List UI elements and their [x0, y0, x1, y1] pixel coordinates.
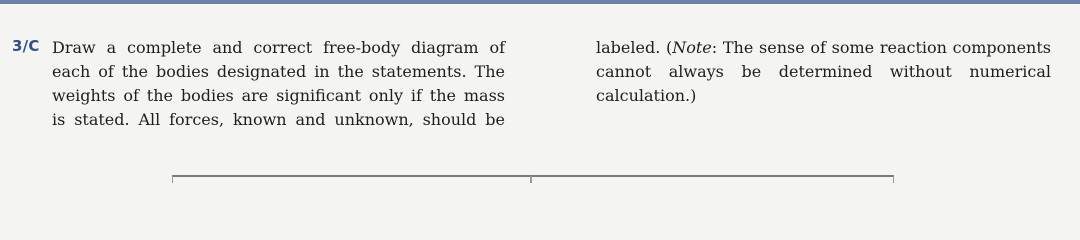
top-rule: [0, 0, 1080, 4]
problem-number: 3/C: [12, 37, 40, 55]
text-fragment: : The sense of some reaction components: [711, 38, 1052, 57]
text-line: Draw a complete and correct free-body diagram of: [52, 38, 505, 57]
text-line: weights of the bodies are significant only if the mass: [52, 86, 505, 105]
text-line: is stated. All forces, known and unknown, should be: [52, 110, 505, 129]
text-fragment: labeled. (: [596, 38, 673, 57]
text-line: cannot always be determined without numerical: [596, 62, 1051, 81]
text-line: [596, 36, 1051, 60]
problem-text-right-column: [596, 36, 1051, 108]
text-line: calculation.): [596, 86, 697, 105]
text-line: each of the bodies designated in the statements. The: [52, 62, 505, 81]
table-header-cell: [531, 175, 894, 183]
table-header-cell: [172, 175, 531, 183]
note-label: Note: [672, 38, 712, 57]
problem-text-left-column: [52, 36, 505, 132]
